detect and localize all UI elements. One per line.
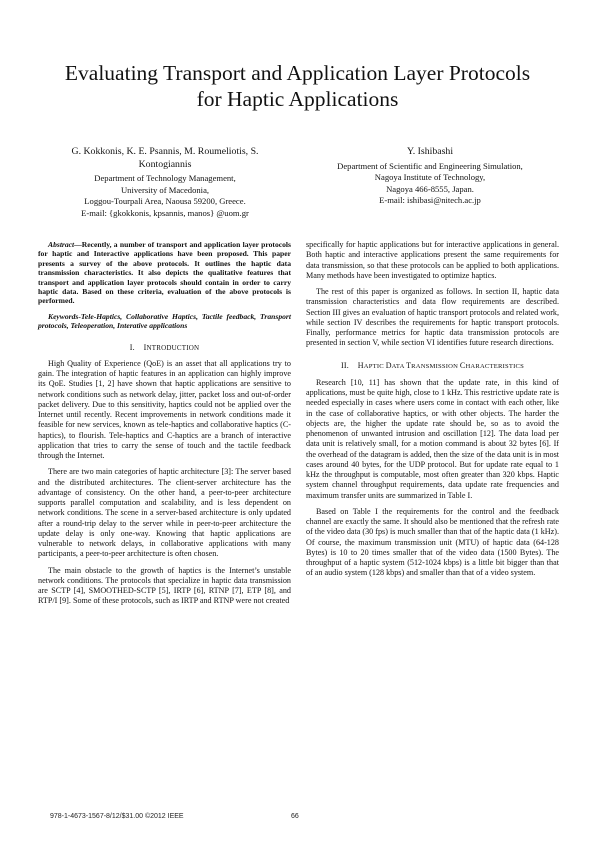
author-names-left: G. Kokkonis, K. E. Psannis, M. Roumeliotis, S. Kontogiannis: [71, 146, 259, 170]
section-heading-haptic-data: II. HAPTIC DATA TRANSMISSION CHARACTERISTICS: [341, 360, 524, 370]
intro-paragraph-1: High Quality of Experience (QoE) is an asset that all applications try to gain. The integration of haptic features in an application can highly improve its QoE. Studies [1, 2] have shown that haptic applications are sensitive to network conditions such as network delay, jitter, packet loss and out-of-order packet delivery. Due to this sensitivity, haptics could not be applied over the Internet until recently. Recent improvements in network conditions made it feasible for new services, known as tele-haptics and collaborative haptics (C-haptics), to flourish. Tele-haptics and C-haptics are a branch of interactive application that tries to carry the sense of touch and the tactile feedback through the Internet.: [38, 358, 291, 461]
section2-paragraph-2: Based on Table I the requirements for the control and the feedback channel are exactly the same. It should also be mentioned that the refresh rate of the video data (30 fps) is much smaller than that of the haptic data (1 kHz). Of course, the maximum transmission unit (MTU) of haptic data (64-128 Bytes) is 10 to 20 times smaller that of the video data (1500 Bytes). The throughput of a haptic system (512-1024 kbps) is a little bit bigger than that of an audio system (128 kbps) and smaller than that of a video system.: [306, 506, 559, 578]
author-block-left: [40, 146, 290, 220]
author-email-right: E-mail: ishibasi@nitech.ac.jp: [379, 195, 481, 206]
author-univ-left: University of Macedonia,: [120, 184, 210, 195]
author-address-left: Loggou-Tourpali Area, Naousa 59200, Greece.: [84, 196, 246, 207]
paper-title: [20, 60, 575, 112]
left-column: [38, 240, 291, 613]
section2-paragraph-1: Research [10, 11] has shown that the update rate, in this kind of applications, must be quite high, close to 1 kHz. This restrictive update rate is needed especially in cases where users come in contact with each other, like in the case of collaborative haptics, or with other objects. The harder the objects are, the higher the update rate should be, so as to avoid the phenomenon of unwanted intrusion and oscillation [12]. The data load per data unit is relatively small, for a motion command is about 32 bytes [6]. If the overhead of the datagram is added, then the size of the data unit is in most cases around 40 bytes, for the UDP protocol. But for update rate equal to 1 kHz the throughput is computable, most often greater than 320 kbps. Haptic system channel throughput requirements, data update rate frequencies and maximum transfer units are summarized in Table I.: [306, 377, 559, 500]
page-number: 66: [291, 813, 299, 820]
author-dept-left: Department of Technology Management,: [94, 173, 236, 184]
author-block-right: [305, 146, 555, 207]
author-address-right: Nagoya 466-8555, Japan.: [386, 183, 474, 194]
keywords: Keywords-Tele-Haptics, Collaborative Haptics, Tactile feedback, Transport protocols, Teleoperation, Interative applications: [38, 311, 291, 331]
title-line-1: Evaluating Transport and Application Layer Protocols: [64, 61, 531, 85]
intro-paragraph-3: The main obstacle to the growth of haptics is the Internet’s unstable network conditions. The protocols that specialize in haptic data transmission are SCTP [4], SMOOTHED-SCTP [5], IRTP [6], RTNP [7], ETP [8], and RTP/I [9]. Some of these protocols, such as IRTP and RTNP were not created: [38, 565, 291, 606]
intro-paragraph-5: The rest of this paper is organized as follows. In section II, haptic data transmission characteristics and data flow requirements are described. Section III gives an evaluation of haptic transport protocols and related work, while section IV describes the requirements for haptic transport protocols. Finally, performance metrics for haptic data transmission protocols are presented in section V, while section VI identifies future research directions.: [306, 287, 559, 348]
intro-paragraph-2: There are two main categories of haptic architecture [3]: The server based and the distributed architectures. The client-server architecture has the advantage of consistency. On the other hand, a peer-to-peer architecture supports parallel computation and scalability, and is less dependent on network conditions. The scene in a server-based architecture is only updated after a round-trip delay to the server while in peer-to-peer architecture the update delay is only one-way. Knowing that haptic applications are vulnerable to network delays, in collaborative applications with many participants, a peer-to-peer architecture is often chosen.: [38, 467, 291, 559]
author-names-right: Y. Ishibashi: [406, 146, 454, 157]
abstract: Abstract—Recently, a number of transport and application layer protocols for haptic and Interactive applications have been proposed. This paper presents a survey of the above protocols. It outlines the haptic data transmission characteristics. It also depicts the qualitative features that transport and application layer protocols should contain in order to carry haptic data. Based on these criteria, evaluation of the above protocols is performed.: [38, 240, 291, 306]
author-univ-right: Nagoya Institute of Technology,: [374, 172, 486, 183]
author-dept-right: Department of Scientific and Engineering Simulation,: [337, 160, 523, 171]
intro-paragraph-4: specifically for haptic applications but for interactive applications in general. Both haptic and interactive applications present the same requirements for data transmission, so that these protocols can be applied to both applications. Many methods have been investigated to optimize haptics.: [306, 240, 559, 280]
author-email-left: E-mail: {gkokkonis, kpsannis, manos} @uom.gr: [81, 207, 249, 218]
footer-isbn: 978-1-4673-1567-8/12/$31.00 ©2012 IEEE: [50, 813, 184, 820]
title-line-2: for Haptic Applications: [196, 87, 399, 111]
section-heading-introduction: I. INTRODUCTION: [129, 342, 200, 352]
right-column: [306, 240, 559, 585]
